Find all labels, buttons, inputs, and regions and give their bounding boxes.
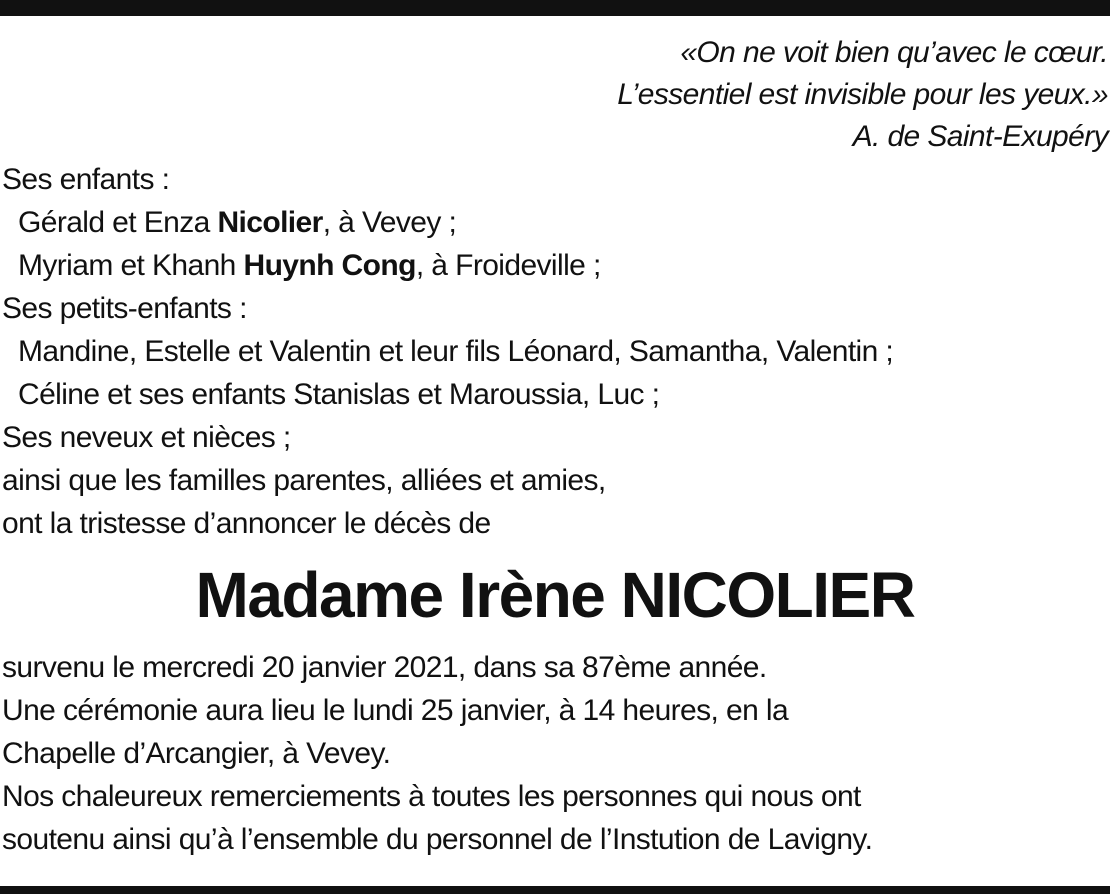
child-2-surname: Huynh Cong [243, 249, 416, 282]
quote-line-1: «On ne voit bien qu’avec le cœur. [680, 36, 1108, 69]
grandchildren-heading: Ses petits-enfants : [2, 292, 247, 325]
child-entry-1 [2, 201, 1102, 244]
top-border-rule [0, 0, 1110, 16]
child-1-surname: Nicolier [217, 206, 323, 239]
child-1-names: Gérald et Enza [18, 206, 218, 239]
details-line-2: Une cérémonie aura lieu le lundi 25 janvier, à 14 heures, en la [2, 694, 789, 727]
epigraph-quote [208, 32, 1108, 158]
families-line: ainsi que les familles parentes, alliées et amies, [2, 464, 606, 497]
child-2-names: Myriam et Khanh [18, 249, 244, 282]
children-heading: Ses enfants : [2, 163, 170, 196]
family-list [2, 158, 1102, 545]
details-line-3: Chapelle d’Arcangier, à Vevey. [2, 737, 391, 770]
details-line-1: survenu le mercredi 20 janvier 2021, dans sa 87ème année. [2, 651, 767, 684]
nephews-line: Ses neveux et nièces ; [2, 421, 291, 454]
details-line-5: soutenu ainsi qu’à l’ensemble du personnel de l’Instution de Lavigny. [2, 823, 873, 856]
quote-line-2: L’essentiel est invisible pour les yeux.» [617, 78, 1108, 111]
announcement-line: ont la tristesse d’annoncer le décès de [2, 507, 491, 540]
grandchildren-line-2: Céline et ses enfants Stanislas et Maroussia, Luc ; [18, 378, 660, 411]
child-1-location: , à Vevey ; [322, 206, 457, 239]
details-line-4: Nos chaleureux remerciements à toutes les personnes qui nous ont [2, 780, 861, 813]
quote-author: A. de Saint-Exupéry [852, 120, 1108, 153]
ceremony-details [2, 646, 1102, 861]
child-2-location: , à Froideville ; [415, 249, 601, 282]
child-entry-2 [2, 244, 1102, 287]
bottom-border-rule [0, 886, 1110, 894]
grandchildren-line-1: Mandine, Estelle et Valentin et leur fils Léonard, Samantha, Valentin ; [18, 335, 894, 368]
deceased-name-heading: Madame Irène NICOLIER [195, 559, 915, 631]
